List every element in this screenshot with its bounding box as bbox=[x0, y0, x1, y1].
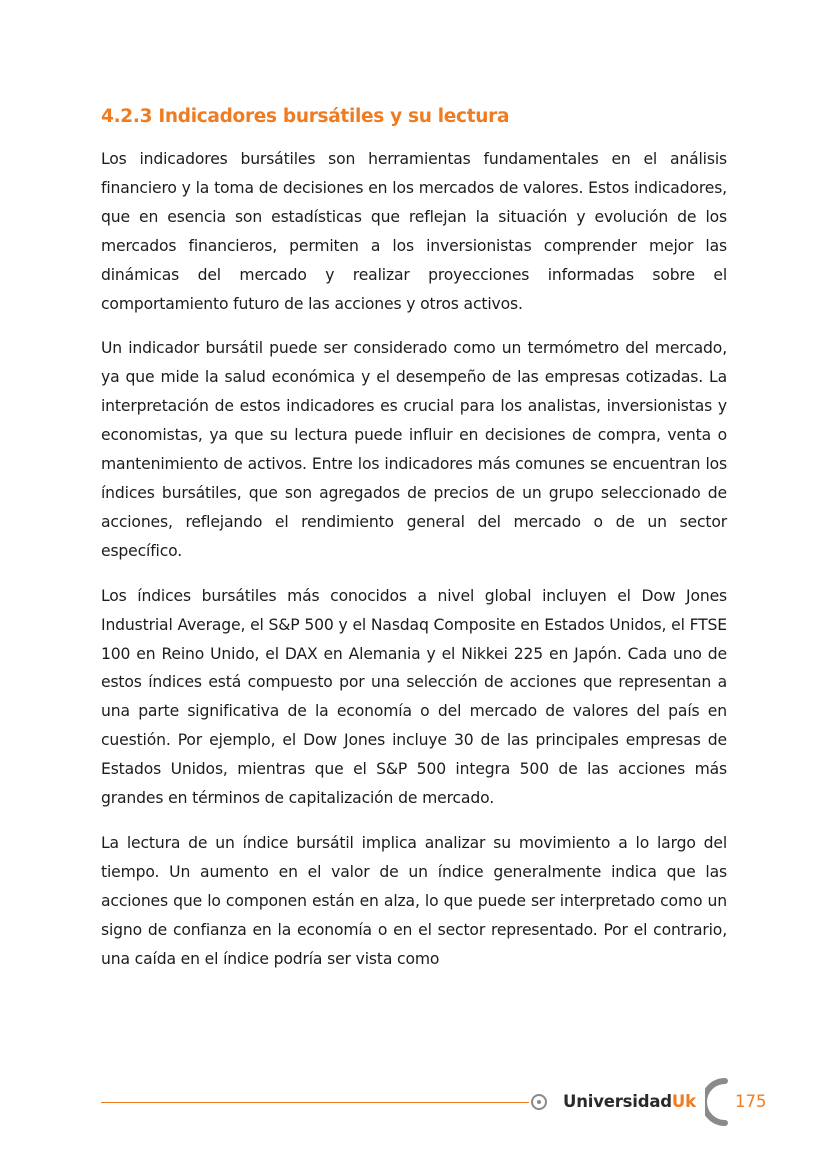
paragraph: La lectura de un índice bursátil implica analizar su movimiento a lo largo del tiempo. Un aumento en el valor de un índice generalmente indica que las acciones que lo componen están en alza, lo que puede ser interpretado como un signo de confianza en la economía o en el sector representado. Por el contrario, una caída en el índice podría ser vista como bbox=[101, 833, 727, 968]
page-number: 175 bbox=[735, 1092, 767, 1111]
brand-name: Universidad bbox=[563, 1092, 672, 1111]
brand-suffix: Uk bbox=[671, 1092, 696, 1111]
footer-divider bbox=[101, 1102, 529, 1103]
paragraph: Un indicador bursátil puede ser considerado como un termómetro del mercado, ya que mide la salud económica y el desempeño de las empresas cotizadas. La interpretación de estos indicadores es crucial para los analistas, inversionistas y economistas, ya que su lectura puede influir en decisiones de compra, venta o mantenimiento de activos. Entre los indicadores más comunes se encuentran los índices bursátiles, que son agregados de precios de un grupo seleccionado de acciones, reflejando el rendimiento general del mercado o de un sector específico. bbox=[101, 339, 727, 560]
paragraph: Los índices bursátiles más conocidos a nivel global incluyen el Dow Jones Industrial Average, el S&P 500 y el Nasdaq Composite en Estados Unidos, el FTSE 100 en Reino Unido, el DAX en Alemania y el Nikkei 225 en Japón. Cada uno de estos índices está compuesto por una selección de acciones que representan a una parte significativa de la economía o del mercado de valores del país en cuestión. Por ejemplo, el Dow Jones incluye 30 de las principales empresas de Estados Unidos, mientras que el S&P 500 integra 500 de las acciones más grandes en términos de capitalización de mercado. bbox=[101, 586, 727, 808]
page-content bbox=[101, 101, 727, 989]
page-footer bbox=[101, 1082, 781, 1122]
paragraph: Los indicadores bursátiles son herramientas fundamentales en el análisis financiero y la toma de decisiones en los mercados de valores. Estos indicadores, que en esencia son estadísticas que reflejan la situación y evolución de los mercados financieros, permiten a los inversionistas comprender mejor las dinámicas del mercado y realizar proyecciones informadas sobre el comportamiento futuro de las acciones y otros activos. bbox=[101, 150, 727, 313]
section-heading: 4.2.3 Indicadores bursátiles y su lectura bbox=[101, 106, 510, 127]
brand-logo bbox=[563, 1090, 696, 1114]
page-arc-icon bbox=[705, 1078, 729, 1126]
target-icon bbox=[531, 1094, 547, 1110]
